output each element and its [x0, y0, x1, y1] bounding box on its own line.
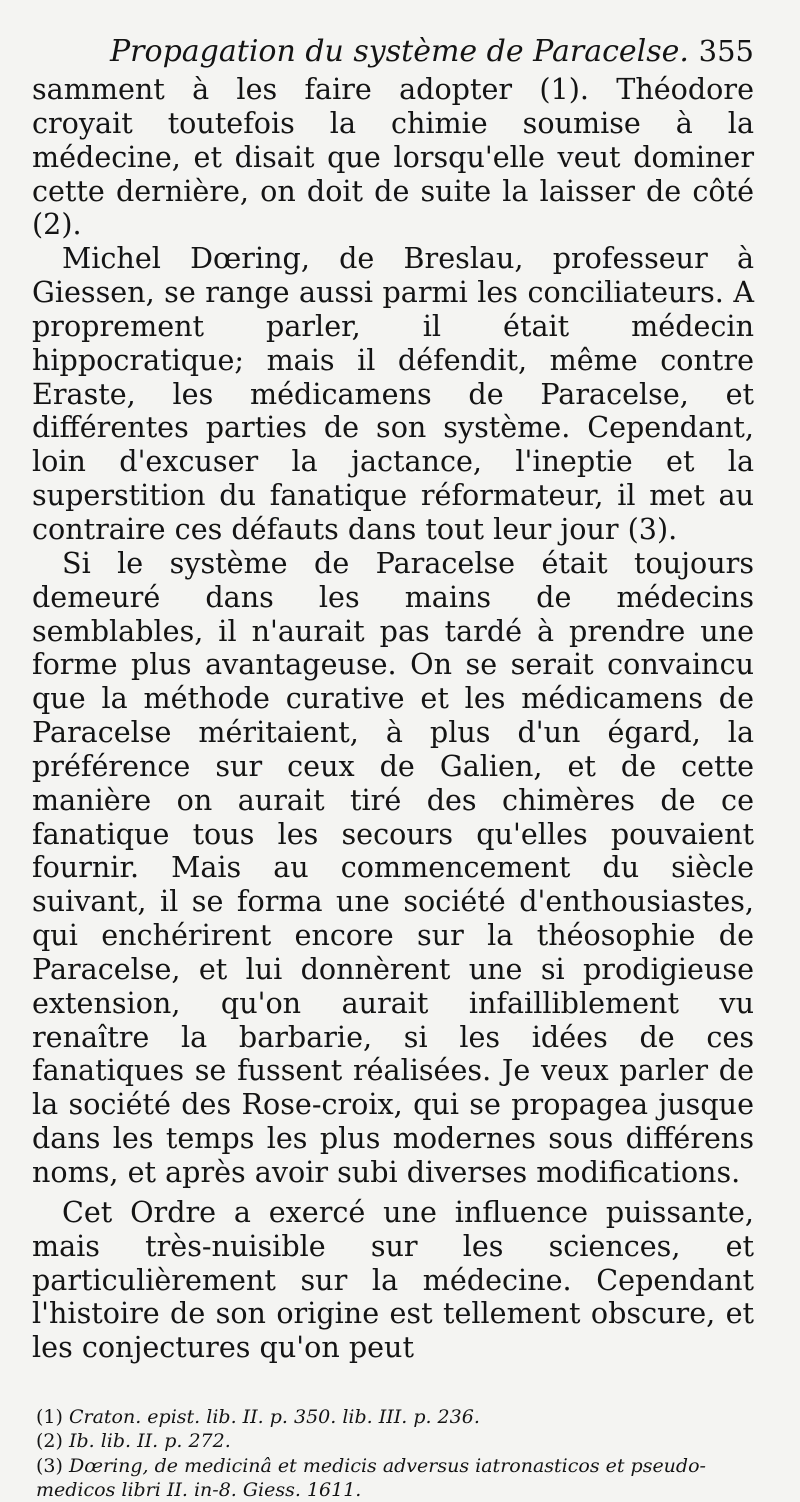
footnote-3: [32, 1454, 754, 1502]
footnote-mark: (2): [36, 1430, 63, 1453]
footnotes: [32, 1405, 754, 1502]
page-number: 355: [698, 34, 754, 68]
running-title: Propagation du système de Paracelse.: [110, 34, 689, 69]
footnote-mark: (3): [36, 1454, 63, 1477]
footnote-text: Craton. epist. lib. II. p. 350. lib. III. p. 236.: [68, 1406, 480, 1429]
paragraph-ordre: Cet Ordre a exercé une influence puissante, mais très-nuisible sur les sciences, et particulièrement sur la médecine. Cependant l'histoire de son origine est tellement obscure, et les conjectures qu'on peut: [32, 1194, 754, 1365]
paragraph-doering: Michel Dœring, de Breslau, professeur à Giessen, se range aussi parmi les conciliateurs. A proprement parler, il était médecin hippocratique; mais il défendit, même contre Eraste, les médicamens de Paracelse, et différentes parties de son système. Cependant, loin d'excuser la jactance, l'ineptie et la superstition du fanatique réformateur, il met au contraire ces défauts dans tout leur jour (3).: [32, 241, 754, 546]
footnote-2: [32, 1429, 754, 1453]
paragraph-continued: samment à les faire adopter (1). Théodore croyait toutefois la chimie soumise à la médecine, et disait que lorsqu'elle veut dominer cette dernière, on doit de suite la laisser de côté (2).: [32, 72, 754, 242]
running-head: [110, 34, 754, 69]
paragraph-paracelse-system: Si le système de Paracelse était toujours demeuré dans les mains de médecins semblables, il n'aurait pas tardé à prendre une forme plus avantageuse. On se serait convaincu que la méthode curative et les médicamens de Paracelse méritaient, à plus d'un égard, la préférence sur ceux de Galien, et de cette manière on aurait tiré des chimères de ce fanatique tous les secours qu'elles pouvaient fournir. Mais au commencement du siècle suivant, il se forma une société d'enthousiastes, qui enchérirent encore sur la théosophie de Paracelse, et lui donnèrent une si prodigieuse extension, qu'on aurait infailliblement vu renaître la barbarie, si les idées de ces fanatiques se fussent réalisées. Je veux parler de la société des Rose-croix, qui se propagea jusque dans les temps les plus modernes sous différens noms, et après avoir subi diverses modifications.: [32, 545, 754, 1189]
footnote-text: Ib. lib. II. p. 272.: [68, 1430, 231, 1453]
body-text: [32, 73, 754, 1365]
footnote-text: Dœring, de medicinâ et medicis adversus iatronasticos et pseudo-medicos libri II. in-8. Giess. 1611.: [36, 1454, 706, 1501]
footnote-1: [32, 1405, 754, 1429]
footnote-mark: (1): [36, 1406, 63, 1429]
